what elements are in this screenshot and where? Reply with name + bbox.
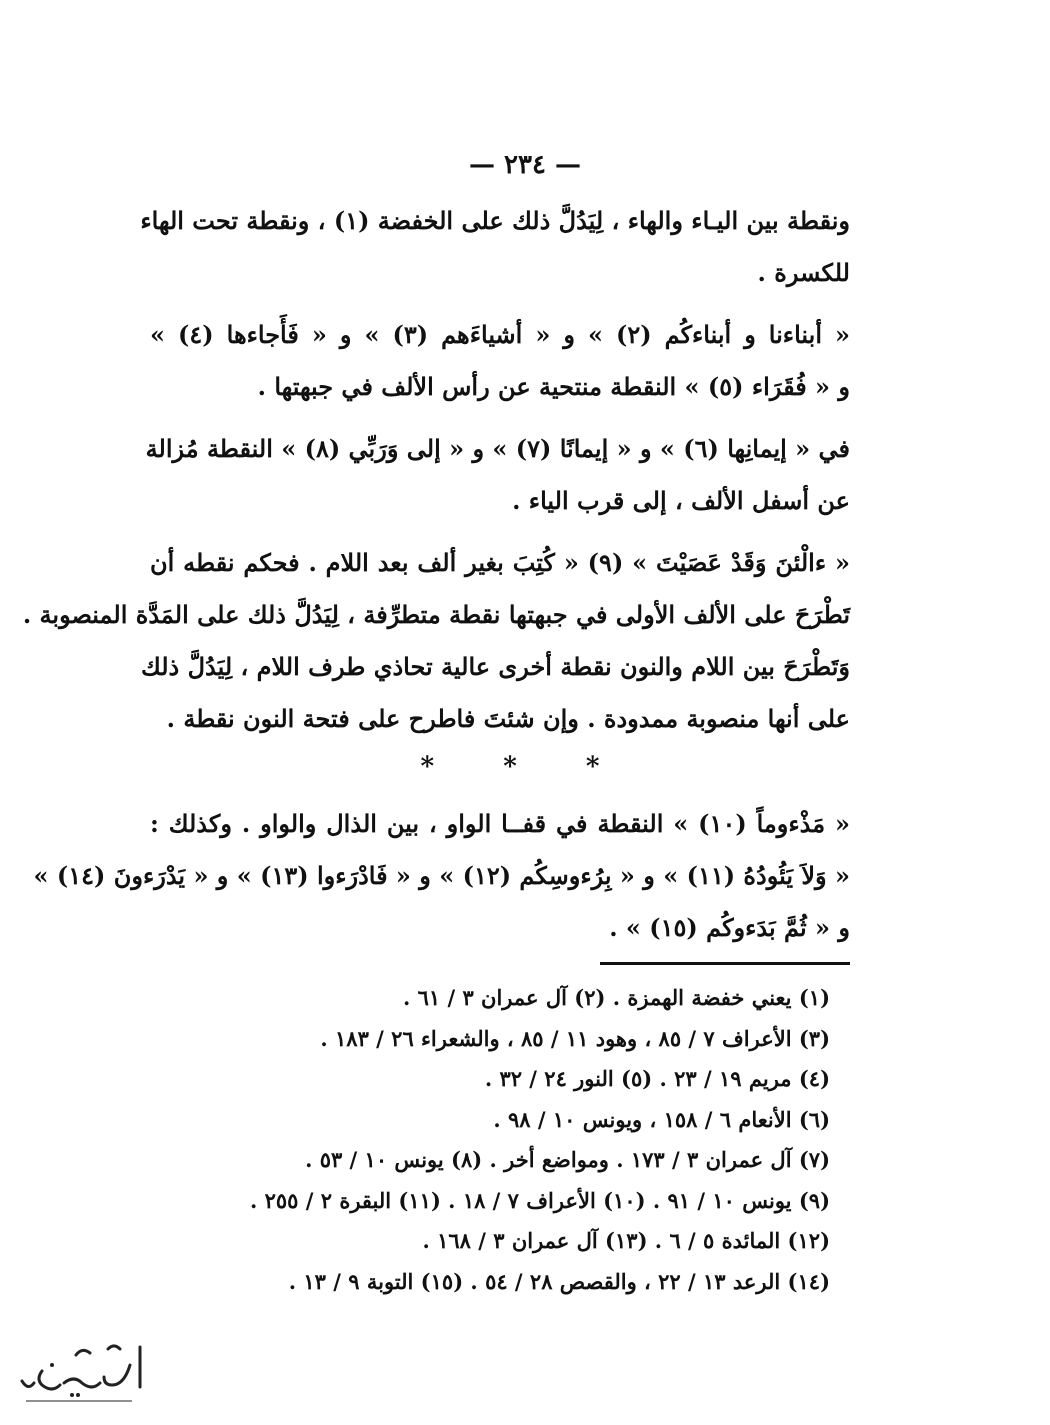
text-line: « ءالْئنَ وَقَدْ عَصَيْتَ » (٩) « كُتِبَ بغير ألف بعد اللام . فحكم نقطه أن xyxy=(150,548,850,577)
text-line: وَتَطْرَحَ بين اللام والنون نقطة أخرى عالية تحاذي طرف اللام ، لِيَدُلَّ ذلك xyxy=(140,652,850,681)
footnote-line: (٦) الأنعام ٦ / ١٥٨ ، ويونس ١٠ / ٩٨ . xyxy=(493,1106,830,1132)
text-line: « وَلاَ يَئُودُهُ (١١) » و « بِرُءوسِكُم (١٢) » و « فَادْرَءوا (١٣) » و « يَدْرَءونَ (١٤) » xyxy=(33,861,850,890)
footnote-line: (١) يعني خفضة الهمزة . (٢) آل عمران ٣ / ٦١ . xyxy=(402,985,830,1010)
text-line: في « إيمانِها (٦) » و « إيمانًا (٧) » و « إلى وَرَبِّي (٨) » النقطة مُزالة xyxy=(145,434,850,463)
text-line: و « فُقَرَاء (٥) » النقطة منتحية عن رأس الألف في جبهتها . xyxy=(257,372,850,401)
footnote-line: (٩) يونس ١٠ / ٩١ . (١٠) الأعراف ٧ / ١٨ . (١١) البقرة ٢ / ٢٥٥ . xyxy=(249,1187,830,1213)
footnote-line: (٧) آل عمران ٣ / ١٧٣ . ومواضع أخر . (٨) يونس ١٠ / ٥٣ . xyxy=(305,1147,830,1172)
footnotes xyxy=(150,978,830,1302)
page-number: — ٢٣٤ — xyxy=(468,150,582,180)
text-line: ونقطة بين اليـاء والهاء ، لِيَدُلَّ ذلك على الخفضة (١) ، ونقطة تحت الهاء xyxy=(140,206,850,235)
section-divider-stars: * * * xyxy=(420,752,630,782)
footnote-line: (١٢) المائدة ٥ / ٦ . (١٣) آل عمران ٣ / ١٦٨ . xyxy=(422,1228,830,1253)
text-line: و « ثُمَّ بَدَءوكُم (١٥) » . xyxy=(609,913,850,942)
footnote-line: (١٤) الرعد ١٣ / ٢٢ ، والقصص ٢٨ / ٥٤ . (١٥) التوبة ٩ / ١٣ . xyxy=(288,1268,830,1294)
footnote-line: (٣) الأعراف ٧ / ٨٥ ، وهود ١١ / ٨٥ ، والشعراء ٢٦ / ١٨٣ . xyxy=(320,1025,830,1051)
footnote-line: (٤) مريم ١٩ / ٢٣ . (٥) النور ٢٤ / ٣٢ . xyxy=(484,1066,830,1091)
text-line: « مَذْءوماً (١٠) » النقطة في قفــا الواو ، بين الذال والواو . وكذلك : xyxy=(150,809,851,838)
main-text-continued xyxy=(33,798,851,954)
calligraphy-stamp-logo xyxy=(12,1335,152,1410)
footnote-separator xyxy=(600,962,850,965)
main-text xyxy=(22,195,851,745)
text-line: « أبناءنا و أبناءكُم (٢) » و « أشياءَهم (٣) » و « فَأَجاءها (٤) » xyxy=(150,320,851,349)
text-line: على أنها منصوبة ممدودة . وإن شئتَ فاطرح على فتحة النون نقطة . xyxy=(166,704,850,733)
text-line: عن أسفل الألف ، إلى قرب الياء . xyxy=(512,486,850,515)
text-line: تَطْرَحَ على الألف الأولى في جبهتها نقطة متطرِّفة ، لِيَدُلَّ ذلك على المَدَّة المنصوبة . xyxy=(22,600,850,629)
text-line: للكسرة . xyxy=(757,258,850,287)
